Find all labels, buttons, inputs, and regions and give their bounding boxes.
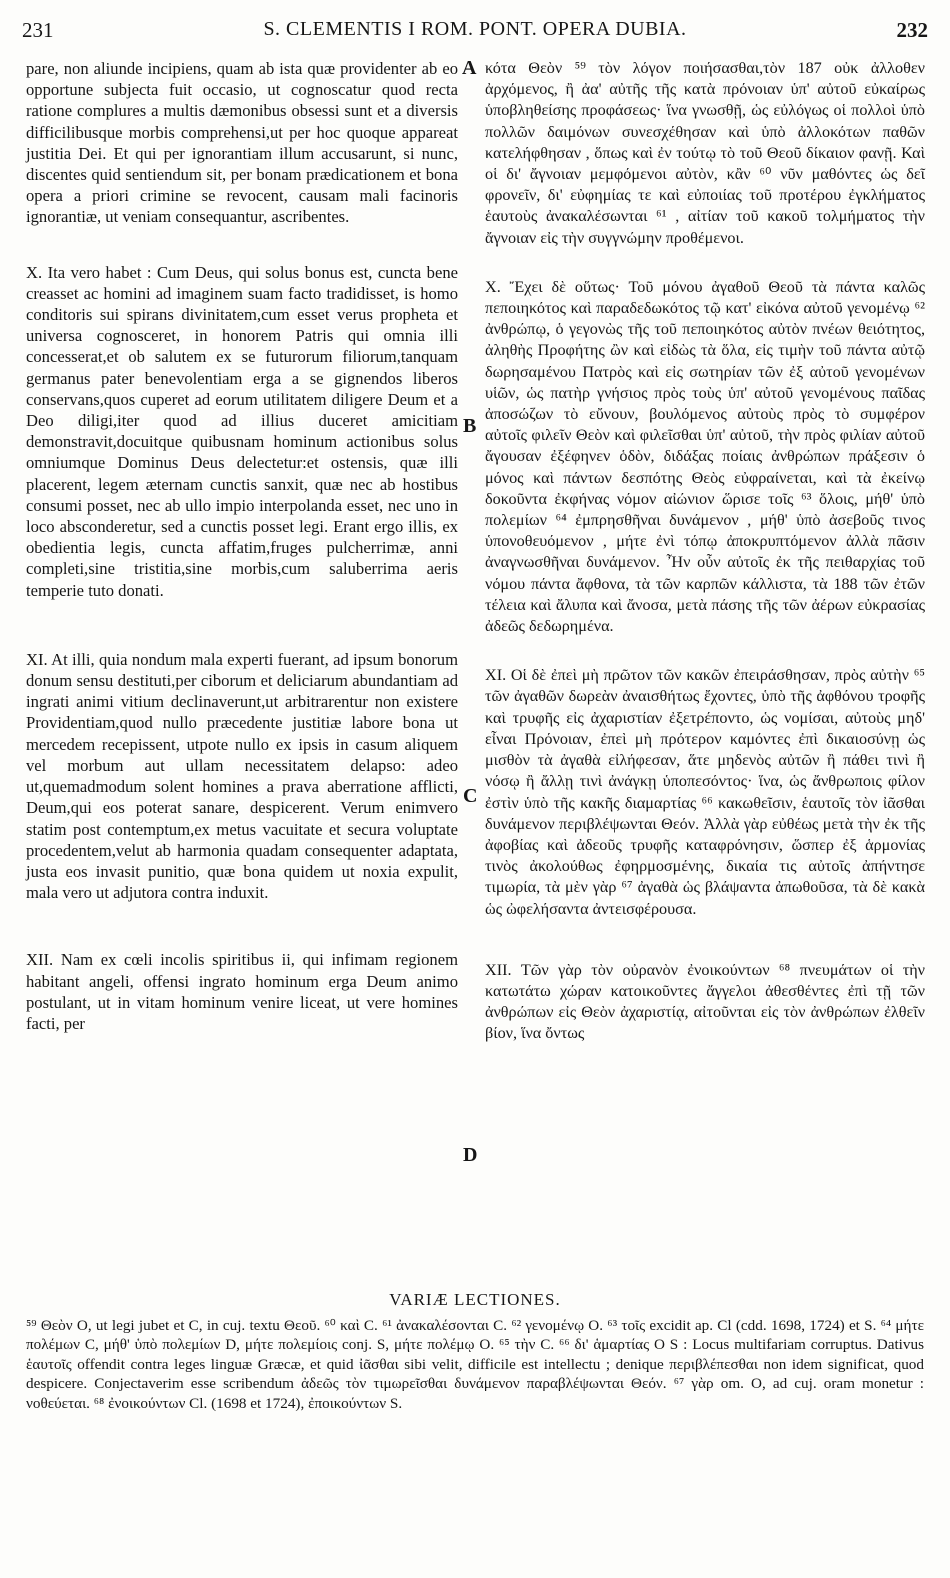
margin-marker-a: A [462,57,477,79]
latin-paragraph-1: pare, non aliunde incipiens, quam ab ista quæ providenter ab eo opportune subjecta fuit occasio, ut cognoscatur quod recta ratione complures a multis dæmonibus obsessi sunt et a diversis difficilibusque morbis comprehensi,ut per hoc quoque appareat justitia Dei. Et qui per ignorantiam illum accusarunt, si nunc, discentes quid sentiendum sit, per bonam prædicationem et bona opera a priori crimine se revocent, causam mali facinoris ignorantiæ, ut veniam consequantur, ascribentes. [26,59,458,227]
margin-marker-c: C [463,785,478,807]
greek-paragraph-xii: XII. Τῶν γὰρ τὸν οὐρανὸν ἐνοικούντων ⁶⁸ πνευμάτων οἱ τὴν κατωτάτω χώραν κατοικοῦντες ἄγγελοι ἀθεσθέντες ἐπὶ τῇ τῶν ἀνθρώπων εἰς Θεὸν ἀχαριστίᾳ, αἰτοῦνται εἰς τὸν ἀνθρώπων ἐλθεῖν βίον, ἵνα ὄντως [485,960,925,1043]
variae-lectiones-notes [26,1316,924,1413]
page-number-right: 232 [896,18,928,42]
running-header [22,18,928,48]
variae-lectiones-title: VARIÆ LECTIONES. [389,1290,561,1309]
latin-paragraph-xii: XII. Nam ex cœli incolis spiritibus ii, qui infimam regionem habitant angeli, offensi ingrato hominum erga Deum animo postulant, ut in vitam hominum venire liceat, ut vere homines facti, per [26,950,458,1033]
page-number-left: 231 [22,18,54,42]
margin-marker-b: B [463,415,477,437]
greek-paragraph-x: X. Ἔχει δὲ οὕτως· Τοῦ μόνου ἀγαθοῦ Θεοῦ τὰ πάντα καλῶς πεποιηκότος καὶ παραδεδωκότος τῷ κατ' εἰκόνα αὐτοῦ γενομένῳ ⁶² ἀνθρώπῳ, ὁ γεγονὼς τῆς τοῦ πεποιηκότος αὐτὸν πνέων θειότητος, ἀληθὴς Προφήτης ὢν καὶ εἰδὼς τὰ ὅλα, εἰς τιμὴν τοῦ πάντα αὐτῷ δωρησαμένου Πατρὸς καὶ εἰς σωτηρίαν τῶν ἐξ αὐτοῦ γενομένων υἱῶν, ὡς πατὴρ γνήσιος πρὸς τοὺς ὑπ' αὐτοῦ γενομένους παῖδας ἀποσώζων τὸ εὔνουν, βουλόμενος αὐτοὺς πρὸς τὸ συμφέρον αὐτοῖς φιλεῖν Θεὸν καὶ φιλεῖσθαι ὑπ' αὐτοῦ, τὴν πρὸς φιλίαν αὐτοῦ ἄγουσαν ἐξέφηνεν ὁδὸν, διδάξας ποίαις ἀνθρώπων πράξεσιν ὁ μόνος καὶ πάντων δεσπότης Θεὸς εὐφραίνεται, καὶ τὰ ἐκείνῳ δοκοῦντα ἐκφήνας νόμον αἰώνιον ὥρισε τοῖς ⁶³ ὅλοις, μήθ' ὑπὸ πολεμίων ⁶⁴ ἐμπρησθῆναι δυνάμενον , μήθ' ὑπὸ ἀσεβοῦς τινος ὑπονοθευόμενον , μήτε ἐνὶ τόπῳ ἀποκρυπτόμενον ἀλλὰ πᾶσιν ἀναγνωσθῆναι δυνάμενον. Ἦν οὖν αὐτοῖς ἐκ τῆς πειθαρχίας τοῦ νόμου πάντα ἄφθονα, τὰ τῶν καρπῶν κάλλιστα, τὰ 188 τῶν ἐτῶν τέλεια καὶ ἄλυπα καὶ ἄνοσα, μετὰ πάσης τῆς τῶν ἀέρων εὐκρασίας ἀδεῶς δεδωρημένα. [485,277,925,636]
greek-paragraph-xi: XI. Οἱ δὲ ἐπεὶ μὴ πρῶτον τῶν κακῶν ἐπειράσθησαν, πρὸς αὐτὴν ⁶⁵ τῶν ἀγαθῶν δωρεὰν ἀναισθήτως ἔχοντες, ὑπὸ τῆς ἀφθόνου τροφῆς καὶ τρυφῆς εἰς ἀχαριστίαν ἐξετρέποντο, ὡς νομίσαι, αὐτοὺς μηδ' εἶναι Πρόνοιαν, ἐπεὶ μὴ πρότερον καμόντες ἐπὶ δικαιοσύνῃ ὡς μισθὸν τὰ ἀγαθὰ εἰλήφεσαν, ἅτε μηδενὸς αὐτῶν ἢ πάθει τινὶ ἢ νόσῳ ἢ ἄλλῃ τινὶ ἀνάγκῃ ὑποπεσόντος· ἵνα, ὡς ἄνθρωποις φίλον ἐστὶν ὑπὸ τῆς κακῆς διαμαρτίας ⁶⁶ κακωθεῖσιν, ἑαυτοῖς τὸν ἰᾶσθαι δυνάμενον περιβλέψωνται Θεόν. Ἀλλὰ γὰρ εὐθέως μετὰ τὴν ἐκ τῆς ἀφοβίας καὶ ἀδεοῦς τρυφῆς καταφρόνησιν, ὥσπερ ἐξ ἁρμονίας τινὸς ἀκολούθως ἐφηρμοσμένης, δικαία τις αὐτοῖς ἀπήντησε τιμωρία, τὰ μὲν γὰρ ⁶⁷ ἀγαθὰ ὡς βλάψαντα ἀπωθοῦσα, τὰ δὲ κακὰ ὡς ὠφελήσαντα ἀντεισφέρουσα. [485,666,925,918]
latin-paragraph-x: X. Ita vero habet : Cum Deus, qui solus bonus est, cuncta bene creasset ac homini ad imaginem suam facto tradidisset, is homo conditoris sui spirans divinitatem,cum esset verus propheta et universa cognosceret, in honorem Patris qui omnia illi concesserat,et ob salutem ex se futurorum filiorum,tanquam germanus pater benevolentiam erga a se gignendos liberos conservans,quos cuperet ad eorum utilitatem diligere Deum et a Deo diligi,iter quod ad illius duceret amicitiam demonstravit,docuitque quibusnam hominum actionibus solus omniumque Dominus Deus delectetur:et ostensis, quæ illi placerent, legem æternam cunctis sanxit, quæ nec ab hostibus consumi posset, nec ab ullo impio interpolanda esset, nec uno in loco absconderetur, sed a cunctis posset legi. Erant ergo illis, ex obedientia legis, cuncta affatim,fruges pulcherrimæ, anni completi,sine tristitia,sine morbis,cum saluberrima aeris temperie tuto donati. [26,262,458,600]
running-title: S. CLEMENTIS I ROM. PONT. OPERA DUBIA. [263,18,687,40]
greek-paragraph-1: κότα Θεὸν ⁵⁹ τὸν λόγον ποιήσασθαι,τὸν 187 οὐκ ἀλλοθεν ἀρχόμενος, ἢ ἀα' αὐτῆς τῆς κατὰ πρόνοιαν ὑπ' αὐτοῦ εὐκαίρως ὑποβληθείσης προφάσεως· ἵνα γνωσθῇ, ὡς εὐλόγως οἱ πολλοὶ ὑπὸ πολλῶν δαιμόνων συνεσχέθησαν καὶ ὑπὸ ἀλλοκότων παθῶν κατελήφθησαν , ὅπως καὶ ἐν τούτῳ τὸ τοῦ Θεοῦ δίκαιον φανῇ. Καὶ οἱ δι' ἄγνοιαν μεμφόμενοι αὐτὸν, κἂν ⁶⁰ νῦν μαθόντες ὡς δεῖ φρονεῖν, δι' εὐφημίας τε καὶ εὐποιίας τοῦ προτέρου ἐγκλήματος ἑαυτοὺς ἀνακαλέσωνται ⁶¹ , αἰτίαν τοῦ κακοῦ τολμήματος τὴν ἄγνοιαν εἰς τὴν συγγνώμην προθέμενοι. [485,59,925,247]
latin-column [26,58,458,1034]
latin-paragraph-xi: XI. At illi, quia nondum mala experti fuerant, ad ipsum bonorum donum sensu destituti,per ciborum et deliciarum abundantiam ad ingrati animi vitium declinaverunt,ut arbitrarentur non existere Providentiam,quod nullo præcedente justitiæ labore bona ut mercedem recepissent, utpote nullo ex ipsis in casum aliquem vel morbum aut ullam necessitatem delapso: adeo ut,quemadmodum solent homines a prava aberratione afflicti, Deum,qui eos poterat sanare, despicerent. Verum enimvero statim post contemptum,ex metus vacuitate et secura voluptate procedentem,velut ab harmonia quadam consequenter adaptata, justa eos invasit punitio, quæ bona quidem ut noxia expulit, mala vero ut adjutora contra induxit. [26,649,458,903]
margin-marker-d: D [463,1144,478,1166]
variae-lectiones-text: ⁵⁹ Θεὸν O, ut legi jubet et C, in cuj. textu Θεοῦ. ⁶⁰ καὶ C. ⁶¹ ἀνακαλέσονται C. ⁶² γενομένῳ O. ⁶³ τοῖς excidit ap. Cl (cdd. 1698, 1724) et S. ⁶⁴ μήτε πολέμων C, μήθ' ὑπὸ πολεμίων D, μήτε πολεμίοις conj. S, μήτε πολέμῳ O. ⁶⁵ τὴν C. ⁶⁶ δι' ἁμαρτίας O S : Locus multifariam corruptus. Dativus ἑαυτοῖς offendit contra leges linguæ Græcæ, et quid ἰᾶσθαι sibi velit, difficile est intellectu ; denique περιβλέπεσθαι non idem significat, quod despicere. Conjectaverim esse scribendum ἀδεῶς τὸν τιμωρεῖσθαι δυνάμενον παραβλέψωνται Θεόν. ⁶⁷ γὰρ om. O, ad cuj. oram monetur : νοθεύεται. ⁶⁸ ἐνοικούντων Cl. (1698 et 1724), ἐποικούντων S. [26,1317,924,1412]
greek-column [485,58,925,1045]
